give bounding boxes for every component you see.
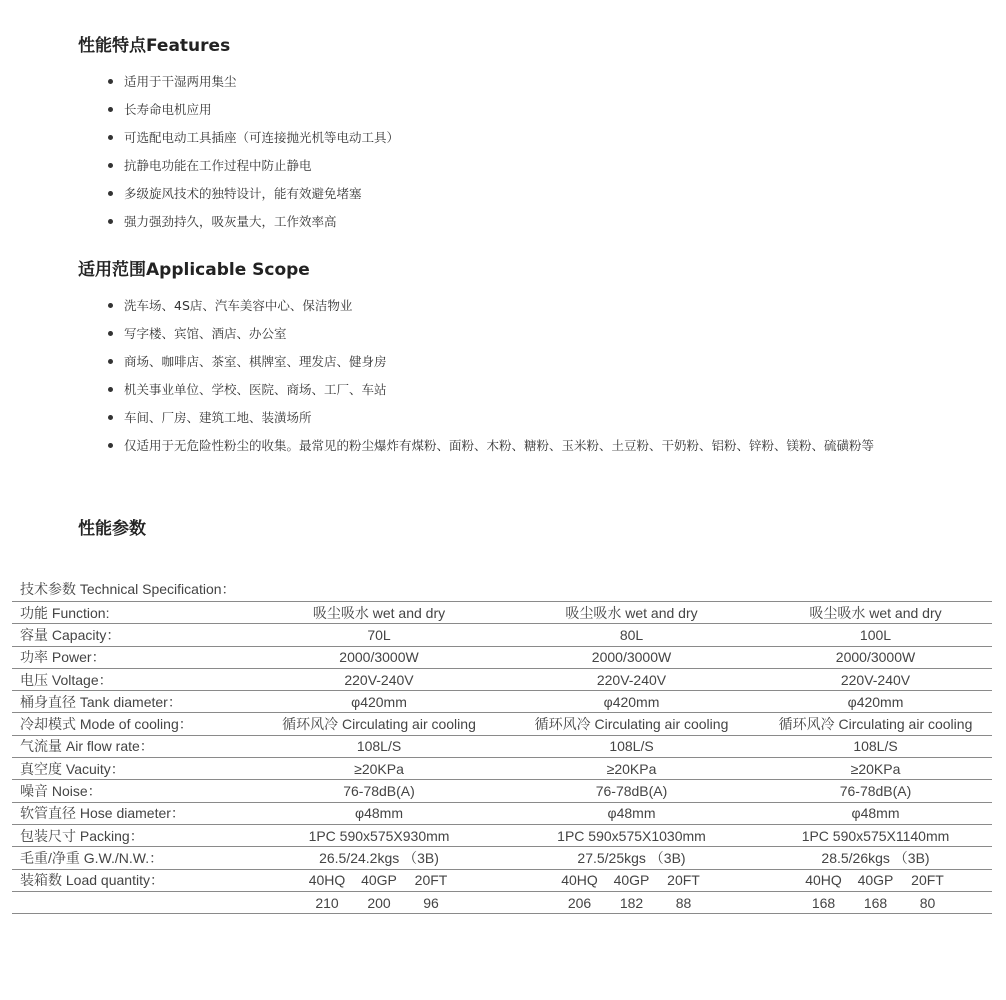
list-item: 强力强劲持久，吸灰量大，工作效率高	[78, 210, 938, 234]
load-header: 40HQ	[561, 872, 598, 889]
spec-label: 真空度 Vacuity：	[12, 758, 254, 780]
list-item: 长寿命电机应用	[78, 98, 938, 122]
load-value: 182	[619, 894, 644, 911]
load-value: 88	[675, 894, 692, 911]
table-row	[12, 847, 992, 869]
load-header: 40HQ	[308, 872, 346, 889]
scope-list	[78, 294, 938, 462]
spec-value: ≥20KPa	[759, 758, 992, 780]
spec-value: 108L/S	[759, 735, 992, 757]
spec-value: 1PC 590x575X1140mm	[759, 824, 992, 846]
spec-value: 76-78dB(A)	[504, 780, 759, 802]
load-header: 40GP	[857, 872, 894, 889]
load-value-cell	[759, 891, 992, 913]
spec-label: 桶身直径 Tank diameter：	[12, 691, 254, 713]
spec-label: 装箱数 Load quantity：	[12, 869, 254, 891]
load-value: 206	[567, 894, 592, 911]
load-header: 40GP	[361, 872, 397, 889]
spec-value: 108L/S	[504, 735, 759, 757]
spec-value: 吸尘吸水 wet and dry	[504, 602, 759, 624]
list-item: 多级旋风技术的独特设计，能有效避免堵塞	[78, 182, 938, 206]
spec-value: 2000/3000W	[504, 646, 759, 668]
spec-value: 70L	[254, 624, 504, 646]
spec-label: 毛重/净重 G.W./N.W.：	[12, 847, 254, 869]
spec-value: 80L	[504, 624, 759, 646]
spec-label: 噪音 Noise：	[12, 780, 254, 802]
spec-label: 功率 Power：	[12, 646, 254, 668]
load-header: 20FT	[667, 872, 700, 889]
load-value-cell	[504, 891, 759, 913]
load-value: 96	[423, 894, 439, 911]
spec-label: 电压 Voltage：	[12, 668, 254, 690]
spec-value: 220V-240V	[504, 668, 759, 690]
spec-value: ≥20KPa	[504, 758, 759, 780]
spec-value: 1PC 590x575X930mm	[254, 824, 504, 846]
scope-heading: 适用范围Applicable Scope	[78, 260, 310, 280]
spec-value: 100L	[759, 624, 992, 646]
list-item: 适用于干湿两用集尘	[78, 70, 938, 94]
spec-value: 循环风冷 Circulating air cooling	[254, 713, 504, 735]
load-value: 80	[919, 894, 936, 911]
spec-value: 2000/3000W	[254, 646, 504, 668]
list-item: 抗静电功能在工作过程中防止静电	[78, 154, 938, 178]
table-row-load-header	[12, 869, 992, 891]
list-item: 写字楼、宾馆、酒店、办公室	[78, 322, 938, 346]
table-row	[12, 780, 992, 802]
table-row	[12, 691, 992, 713]
table-row	[12, 646, 992, 668]
table-row	[12, 602, 992, 624]
features-heading: 性能特点Features	[78, 36, 231, 56]
table-row	[12, 824, 992, 846]
spec-value: 220V-240V	[254, 668, 504, 690]
spec-value: 吸尘吸水 wet and dry	[254, 602, 504, 624]
table-row	[12, 668, 992, 690]
spec-value: φ420mm	[759, 691, 992, 713]
load-value: 168	[811, 894, 836, 911]
spec-label: 功能 Function:	[12, 602, 254, 624]
table-row	[12, 735, 992, 757]
spec-label: 软管直径 Hose diameter：	[12, 802, 254, 824]
load-header-cell	[759, 869, 992, 891]
spec-value: 27.5/25kgs （3B)	[504, 847, 759, 869]
spec-value: 76-78dB(A)	[254, 780, 504, 802]
list-item: 商场、咖啡店、茶室、棋牌室、理发店、健身房	[78, 350, 938, 374]
list-item: 洗车场、4S店、汽车美容中心、保洁物业	[78, 294, 938, 318]
features-list	[78, 70, 938, 238]
spec-value: 108L/S	[254, 735, 504, 757]
spec-table	[12, 601, 992, 914]
list-item: 机关事业单位、学校、医院、商场、工厂、车站	[78, 378, 938, 402]
list-item: 仅适用于无危险性粉尘的收集。最常见的粉尘爆炸有煤粉、面粉、木粉、糖粉、玉米粉、土豆粉、干奶粉、铝粉、锌粉、镁粉、硫磺粉等	[78, 434, 938, 458]
spec-label-empty	[12, 891, 254, 913]
spec-value: 循环风冷 Circulating air cooling	[759, 713, 992, 735]
table-row	[12, 802, 992, 824]
spec-value: φ48mm	[254, 802, 504, 824]
spec-value: 循环风冷 Circulating air cooling	[504, 713, 759, 735]
spec-value: 2000/3000W	[759, 646, 992, 668]
spec-value: 1PC 590x575X1030mm	[504, 824, 759, 846]
table-row	[12, 713, 992, 735]
load-header: 40HQ	[805, 872, 842, 889]
load-header-cell	[254, 869, 504, 891]
load-value: 168	[863, 894, 888, 911]
spec-value: 26.5/24.2kgs （3B)	[254, 847, 504, 869]
spec-value: 吸尘吸水 wet and dry	[759, 602, 992, 624]
spec-value: φ420mm	[254, 691, 504, 713]
params-heading: 性能参数	[78, 519, 146, 539]
load-header: 20FT	[911, 872, 944, 889]
spec-value: φ420mm	[504, 691, 759, 713]
load-value-cell	[254, 891, 504, 913]
spec-value: ≥20KPa	[254, 758, 504, 780]
spec-value: φ48mm	[759, 802, 992, 824]
load-header-cell	[504, 869, 759, 891]
load-header: 20FT	[414, 872, 448, 889]
spec-label: 冷却模式 Mode of cooling：	[12, 713, 254, 735]
table-row-load-values	[12, 891, 992, 913]
spec-table-body	[12, 602, 992, 914]
spec-value: φ48mm	[504, 802, 759, 824]
spec-value: 28.5/26kgs （3B)	[759, 847, 992, 869]
spec-label: 气流量 Air flow rate：	[12, 735, 254, 757]
spec-value: 76-78dB(A)	[759, 780, 992, 802]
load-value: 210	[315, 894, 339, 911]
table-row	[12, 624, 992, 646]
spec-caption: 技术参数 Technical Specification：	[20, 581, 236, 597]
spec-value: 220V-240V	[759, 668, 992, 690]
spec-label: 包装尺寸 Packing：	[12, 824, 254, 846]
load-header: 40GP	[613, 872, 650, 889]
table-row	[12, 758, 992, 780]
list-item: 车间、厂房、建筑工地、装潢场所	[78, 406, 938, 430]
load-value: 200	[367, 894, 391, 911]
list-item: 可选配电动工具插座（可连接抛光机等电动工具）	[78, 126, 938, 150]
spec-label: 容量 Capacity：	[12, 624, 254, 646]
